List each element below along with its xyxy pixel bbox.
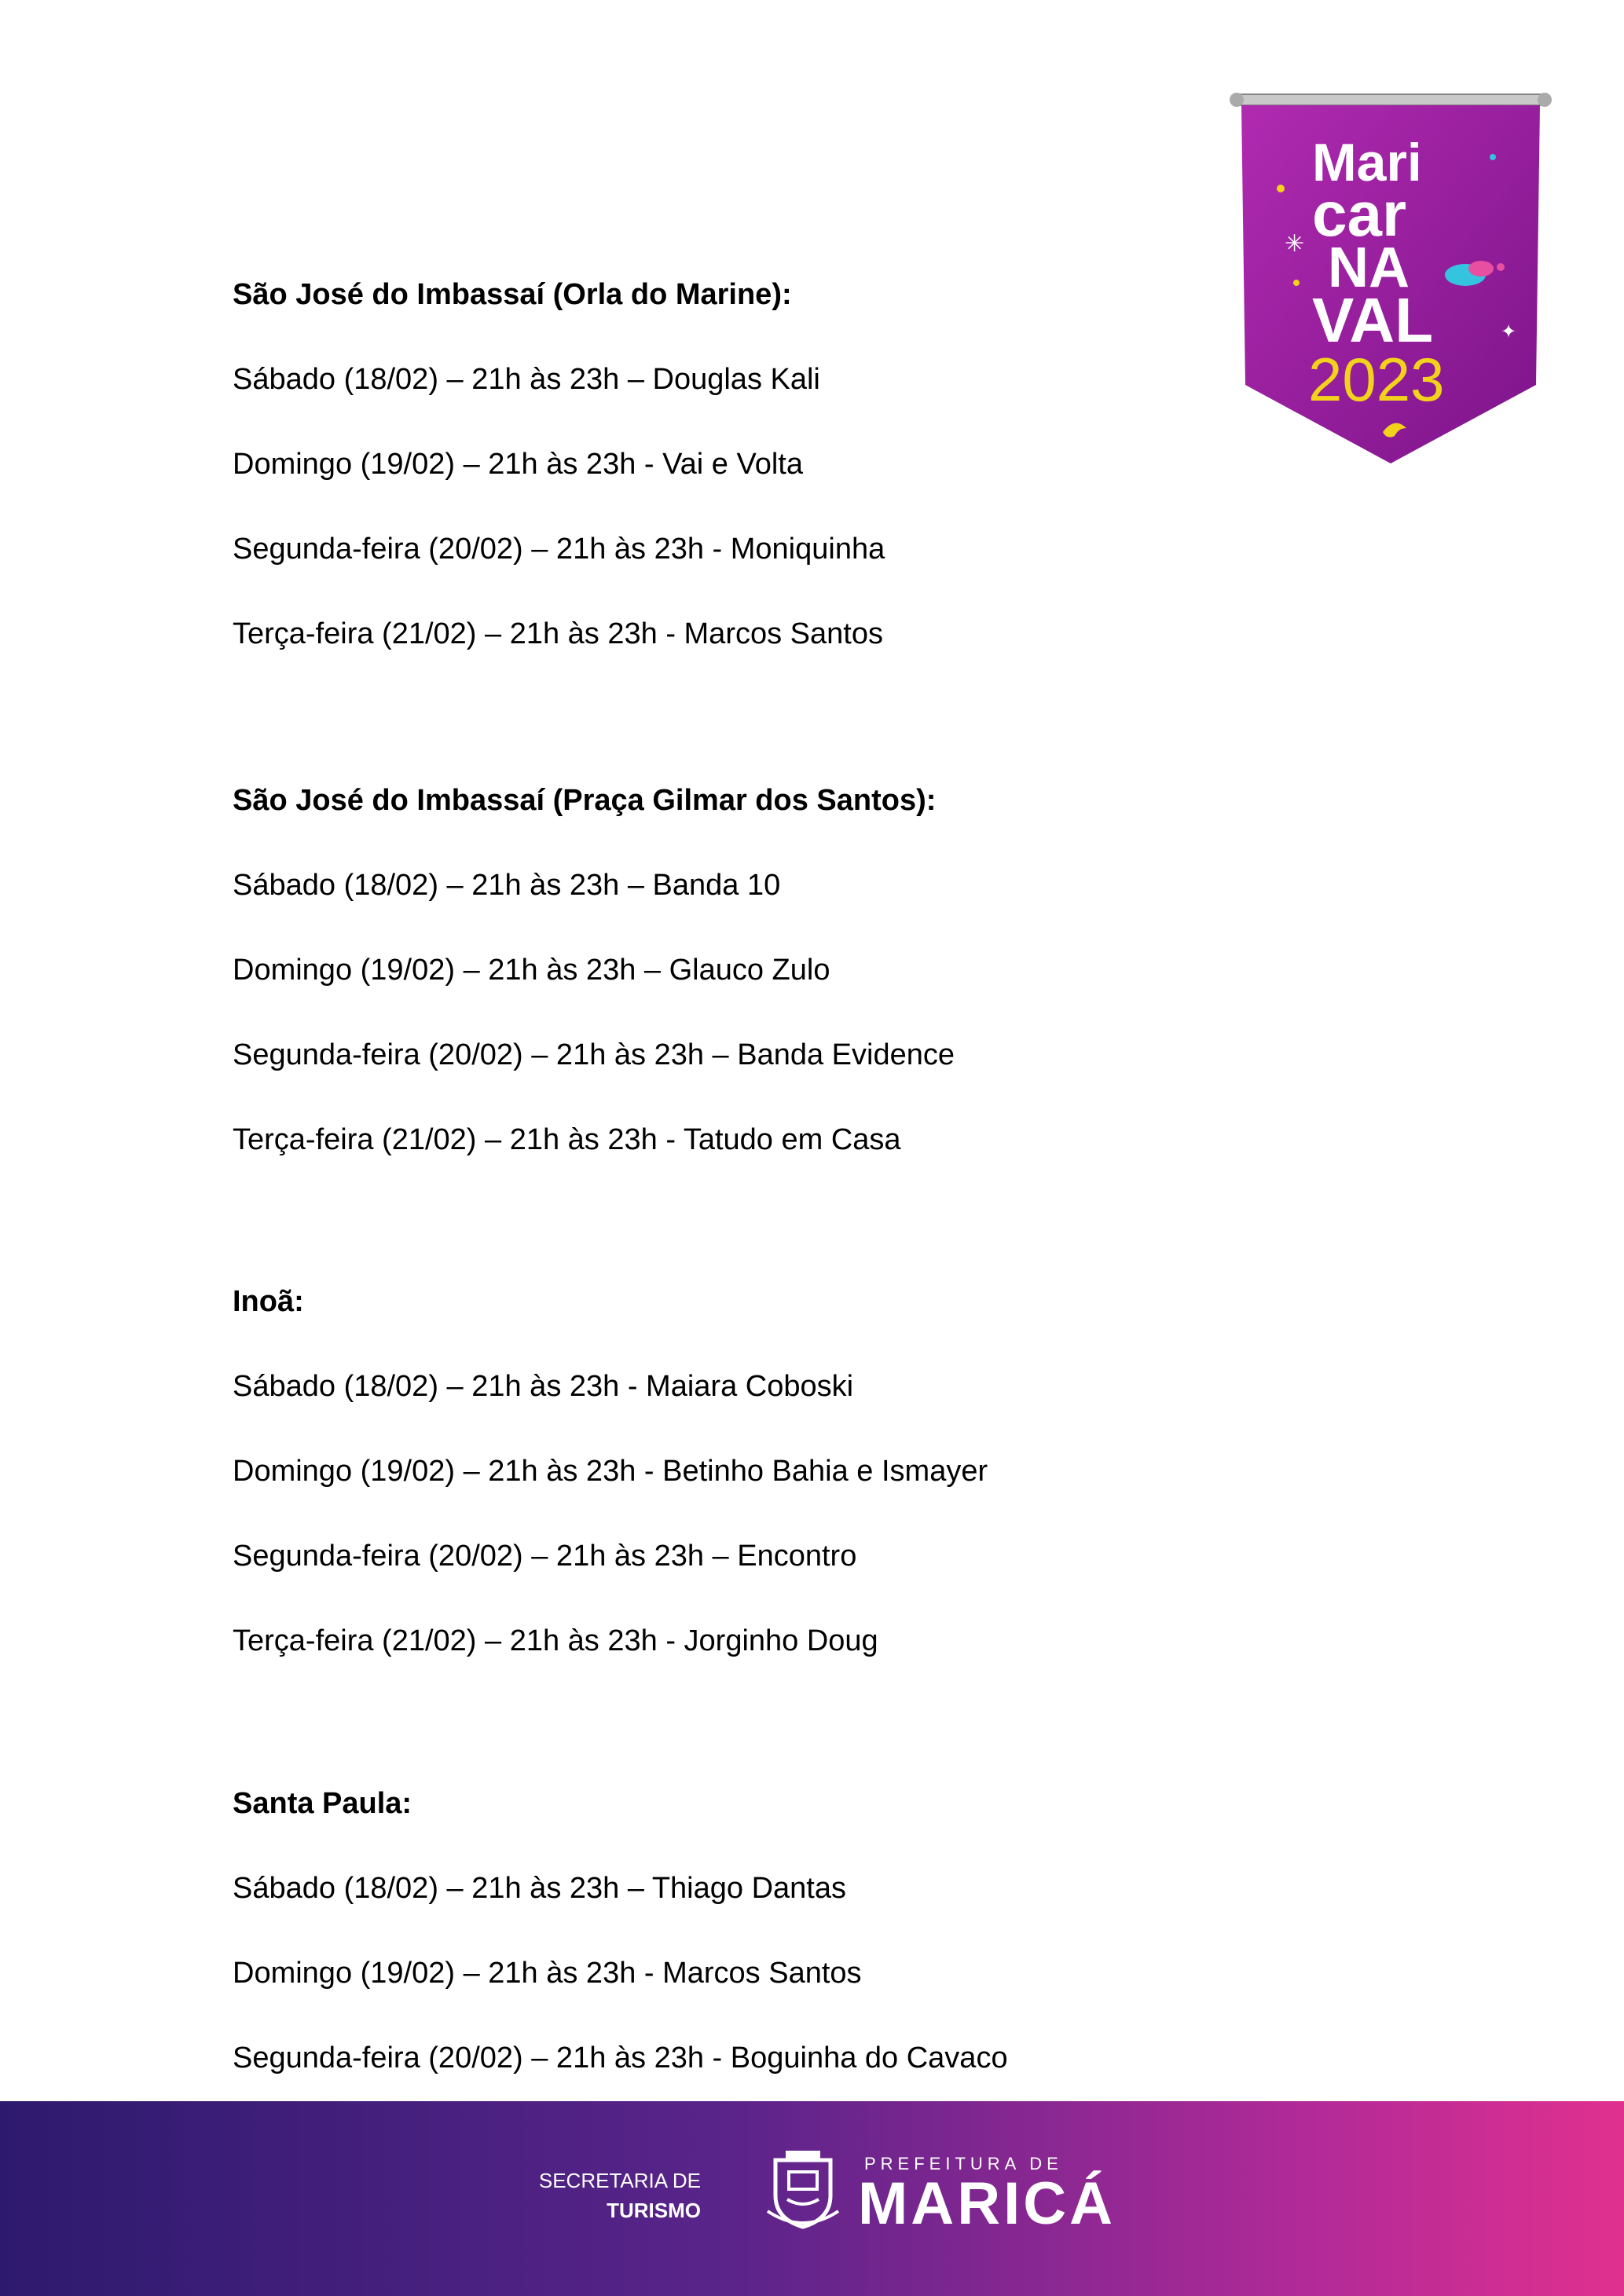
schedule-line: Domingo (19/02) – 21h às 23h - Betinho Bahia e Ismayer (233, 1455, 988, 1488)
schedule-line: Sábado (18/02) – 21h às 23h - Maiara Coboski (233, 1370, 854, 1403)
schedule-line: Sábado (18/02) – 21h às 23h – Banda 10 (233, 869, 781, 902)
secretaria-line-2: TURISMO (607, 2198, 701, 2222)
section-praca-gilmar (233, 785, 955, 1155)
schedule-line: Segunda-feira (20/02) – 21h às 23h – Banda Evidence (233, 1038, 955, 1071)
schedule-line: Domingo (19/02) – 21h às 23h - Marcos Santos (233, 1957, 862, 1990)
schedule-line: Segunda-feira (20/02) – 21h às 23h - Boguinha do Cavaco (233, 2041, 1008, 2074)
section-orla-do-marine (233, 280, 885, 649)
schedule-line: Domingo (19/02) – 21h às 23h – Glauco Zulo (233, 954, 830, 987)
svg-text:✦: ✦ (1501, 320, 1517, 342)
logo-year: 2023 (1308, 345, 1445, 414)
section-santa-paula (233, 1789, 1008, 2073)
prefeitura-small-label: PREFEITURA DE (864, 2154, 1063, 2173)
schedule-line: Terça-feira (21/02) – 21h às 23h - Marcos Santos (233, 617, 883, 650)
section-title: São José do Imbassaí (Praça Gilmar dos Santos): (233, 784, 937, 817)
schedule-line: Sábado (18/02) – 21h às 23h – Thiago Dantas (233, 1872, 846, 1905)
marica-wordmark: MARICÁ (858, 2170, 1116, 2237)
schedule-line: Segunda-feira (20/02) – 21h às 23h – Encontro (233, 1540, 857, 1573)
maricarnaval-logo (1226, 86, 1556, 471)
logo-line-2: car (1312, 179, 1407, 249)
logo-line-3: NA (1328, 236, 1410, 299)
schedule-line: Terça-feira (21/02) – 21h às 23h - Tatudo em Casa (233, 1123, 901, 1156)
secretaria-turismo-label (539, 2166, 701, 2225)
coat-of-arms-icon (764, 2144, 842, 2231)
schedule-line: Terça-feira (21/02) – 21h às 23h - Jorginho Doug (233, 1624, 878, 1657)
logo-line-4: VAL (1312, 285, 1434, 355)
section-inoa (233, 1287, 988, 1656)
section-title: Inoã: (233, 1285, 304, 1318)
section-title: São José do Imbassaí (Orla do Marine): (233, 278, 792, 311)
svg-text:✳: ✳ (1285, 230, 1305, 258)
logo-line-1: Mari (1312, 133, 1422, 192)
schedule-line: Domingo (19/02) – 21h às 23h - Vai e Volta (233, 448, 803, 481)
section-title: Santa Paula: (233, 1787, 412, 1820)
schedule-line: Sábado (18/02) – 21h às 23h – Douglas Kali (233, 363, 820, 396)
secretaria-line-1: SECRETARIA DE (538, 2169, 701, 2192)
schedule-line: Segunda-feira (20/02) – 21h às 23h - Moniquinha (233, 533, 885, 566)
